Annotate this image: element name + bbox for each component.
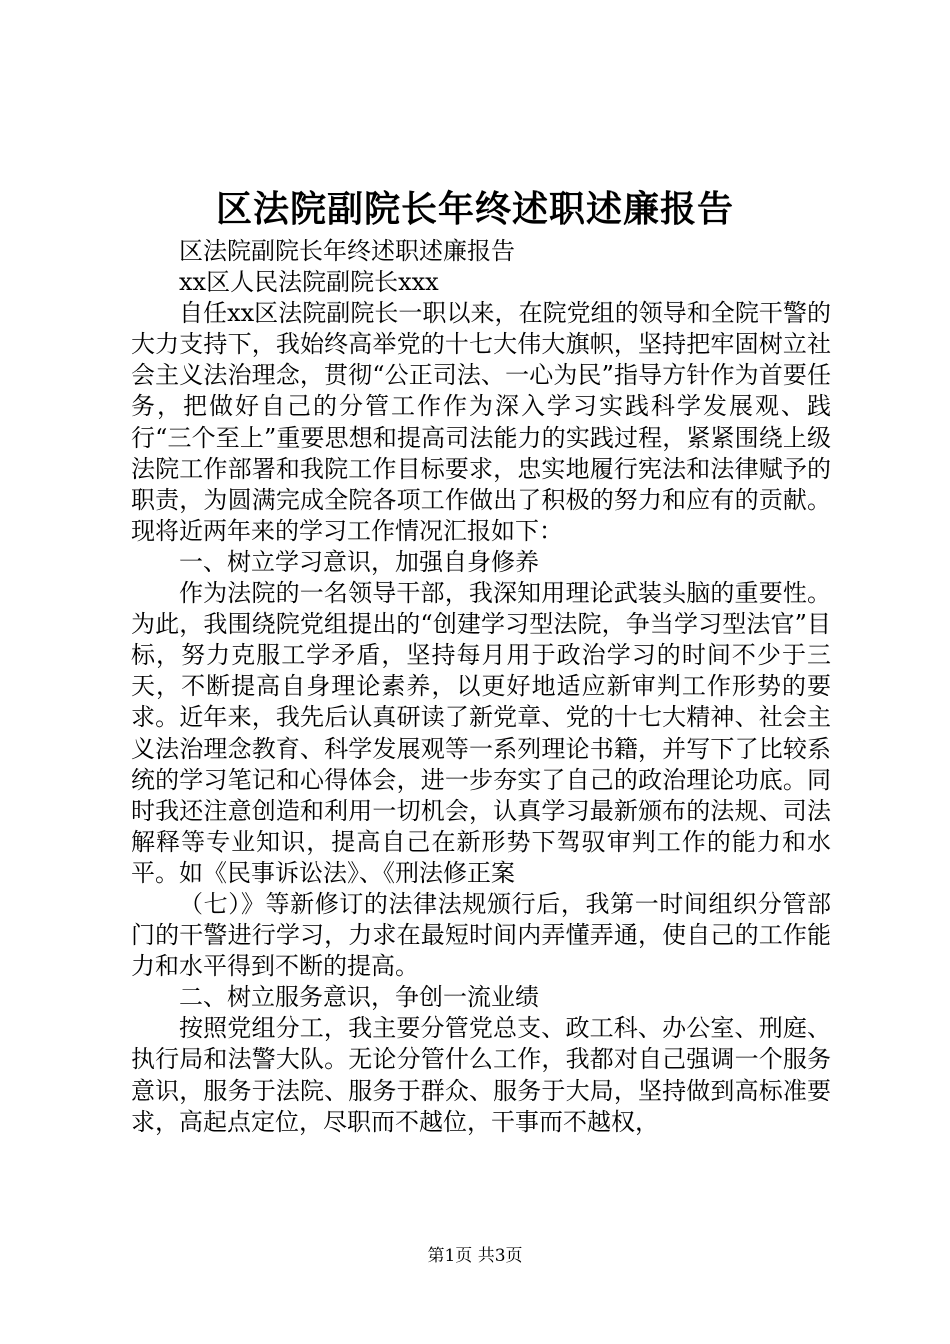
page-footer: 第1页 共3页	[427, 1246, 523, 1266]
section-1-continuation: （七）》等新修订的法律法规颁行后，我第一时间组织分管部门的干警进行学习，力求在最短时间内弄懂弄通，使自己的工作能力和水平得到不断的提高。	[131, 889, 831, 981]
author-line: xx区人民法院副院长xxx	[179, 268, 439, 297]
section-1-paragraph: 作为法院的一名领导干部，我深知用理论武装头脑的重要性。为此，我围绕院党组提出的“创建学习型法院，争当学习型法官”目标，努力克服工学矛盾，坚持每月用于政治学习的时间不少于三天，不断提高自身理论素养，以更好地适应新审判工作形势的要求。近年来，我先后认真研读了新党章、党的十七大精神、社会主义法治理念教育、科学发展观等一系列理论书籍，并写下了比较系统的学习笔记和心得体会，进一步夯实了自己的政治理论功底。同时我还注意创造和利用一切机会，认真学习最新颁布的法规、司法解释等专业知识，提高自己在新形势下驾驭审判工作的能力和水平。如《民事诉讼法》、《刑法修正案	[131, 579, 831, 887]
section-2-paragraph: 按照党组分工，我主要分管党总支、政工科、办公室、刑庭、执行局和法警大队。无论分管什么工作，我都对自己强调一个服务意识，服务于法院、服务于群众、服务于大局，坚持做到高标准要求，高起点定位，尽职而不越位，干事而不越权，	[131, 1014, 831, 1136]
intro-paragraph: 自任xx区法院副院长一职以来，在院党组的领导和全院干警的大力支持下，我始终高举党的十七大伟大旗帜，坚持把牢固树立社会主义法治理念，贯彻“公正司法、一心为民”指导方针作为首要任务，把做好自己的分管工作作为深入学习实践科学发展观、践行“三个至上”重要思想和提高司法能力的实践过程，紧紧围绕上级法院工作部署和我院工作目标要求，忠实地履行宪法和法律赋予的职责，为圆满完成全院各项工作做出了积极的努力和应有的贡献。现将近两年来的学习工作情况汇报如下：	[131, 299, 831, 545]
subtitle-line: 区法院副院长年终述职述廉报告	[179, 237, 515, 265]
section-heading-2: 二、树立服务意识，争创一流业绩	[179, 983, 539, 1012]
document-title: 区法院副院长年终述职述廉报告	[215, 188, 734, 230]
document-body	[131, 236, 831, 1138]
section-heading-1: 一、树立学习意识，加强自身修养	[179, 547, 539, 576]
